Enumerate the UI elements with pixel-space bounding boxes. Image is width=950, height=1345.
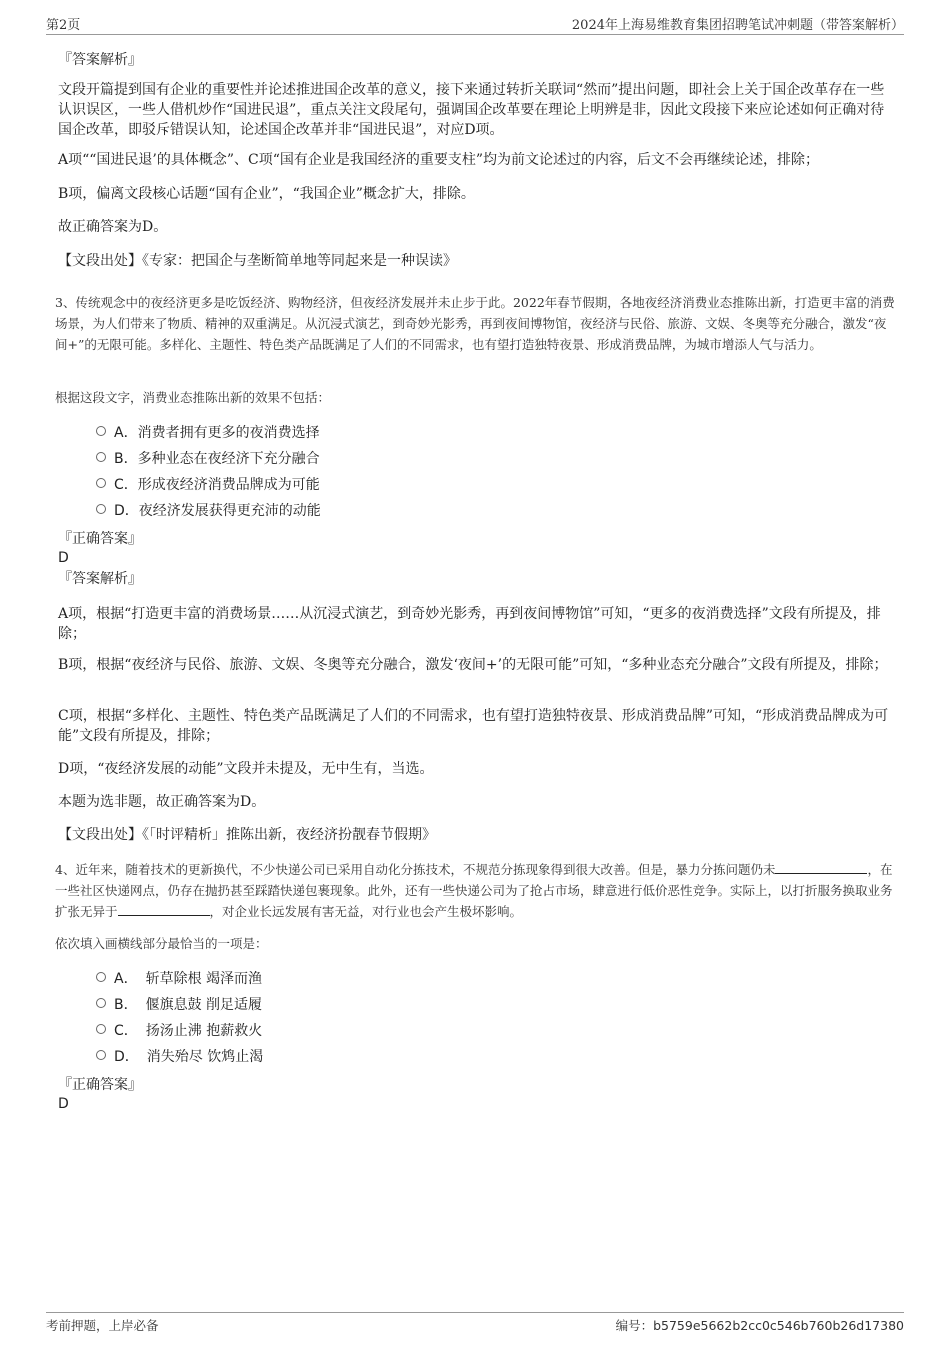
analysis-conclusion: 本题为选非题，故正确答案为D。	[58, 794, 266, 810]
page-footer	[46, 1312, 904, 1340]
fill-blank-1[interactable]	[775, 859, 867, 874]
analysis-paragraph: A项““国进民退’的具体概念”、C项“国有企业是我国经济的重要支柱”均为前文论述过的内容，后文不会再继续论述，排除；	[58, 152, 820, 168]
source-citation: 【文段出处】《专家：把国企与垄断简单地等同起来是一种误读》	[58, 253, 457, 269]
analysis-paragraph: B项，偏离文段核心话题“国有企业”，“我国企业”概念扩大，排除。	[58, 186, 475, 202]
answer-label: 『正确答案』	[58, 531, 142, 547]
analysis-paragraph: 文段开篇提到国有企业的重要性并论述推进国企改革的意义，接下来通过转折关联词“然而”提出问题，即社会上关于国企改革存在一些认识误区，一些人借机炒作“国进民退”，重点关注文段尾句，强调国企改革要在理论上明辨是非，因此文段接下来应论述如何正确对待国企改革，即驳斥错误认知，论述国企改革并非“国进民退”，对应D项。	[58, 82, 885, 138]
radio-icon[interactable]	[96, 1050, 106, 1060]
document-id: 编号：b5759e5662b2cc0c546b760b26d17380	[615, 1318, 904, 1333]
question-prompt: 根据这段文字，消费业态推陈出新的效果不包括：	[55, 390, 331, 405]
question-stem: 3、传统观念中的夜经济更多是吃饭经济、购物经济，但夜经济发展并未止步于此。2022年春节假期，各地夜经济消费业态推陈出新，打造更丰富的消费场景，为人们带来了物质、精神的双重满足。从沉浸式演艺，到奇妙光影秀，再到夜间博物馆，夜经济与民俗、旅游、文娱、冬奥等充分融合，激发“夜间+”的无限可能。多样化、主题性、特色类产品既满足了人们的不同需求，也有望打造独特夜景、形成消费品牌，为城市增添人气与活力。	[55, 295, 895, 352]
analysis-paragraph: D项，“夜经济发展的动能”文段并未提及，无中生有，当选。	[58, 761, 434, 777]
question-prompt: 依次填入画横线部分最恰当的一项是：	[55, 936, 268, 951]
question-stem: 4、近年来，随着技术的更新换代，不少快递公司已采用自动化分拣技术，不规范分拣现象得到很大改善。但是，暴力分拣问题仍未 ，在一些社区快递网点，仍存在抛扔甚至踩踏快递包裹现象。此外，还有一些快递公司为了抢占市场，肆意进行低价恶性竞争。实际上，以打折服务换取业务扩张无异于 ，对企业长远发展有害无益，对行业也会产生极坏影响。	[55, 859, 895, 922]
radio-icon[interactable]	[96, 998, 106, 1008]
answer-label: 『正确答案』	[58, 1077, 142, 1093]
option-b[interactable]: B．多种业态在夜经济下充分融合	[96, 449, 320, 469]
option-a[interactable]: A．消费者拥有更多的夜消费选择	[96, 423, 320, 443]
option-b[interactable]: B． 偃旗息鼓 削足适履	[96, 995, 262, 1015]
source-citation: 【文段出处】《「时评精析」推陈出新，夜经济扮靓春节假期》	[58, 827, 436, 843]
page-header	[46, 14, 904, 35]
analysis-label: 『答案解析』	[58, 52, 142, 68]
correct-answer: D	[58, 550, 69, 566]
analysis-paragraph: A项，根据“打造更丰富的消费场景……从沉浸式演艺，到奇妙光影秀，再到夜间博物馆”可知，“更多的夜消费选择”文段有所提及，排除；	[58, 606, 881, 642]
analysis-paragraph: B项，根据“夜经济与民俗、旅游、文娱、冬奥等充分融合，激发‘夜间+’的无限可能”可知，“多种业态充分融合”文段有所提及，排除；	[58, 657, 888, 673]
page-number: 第2页	[46, 18, 81, 33]
option-d[interactable]: D．夜经济发展获得更充沛的动能	[96, 501, 321, 521]
radio-icon[interactable]	[96, 972, 106, 982]
radio-icon[interactable]	[96, 426, 106, 436]
radio-icon[interactable]	[96, 478, 106, 488]
radio-icon[interactable]	[96, 504, 106, 514]
option-a[interactable]: A． 斩草除根 竭泽而渔	[96, 969, 262, 989]
analysis-label: 『答案解析』	[58, 571, 142, 587]
radio-icon[interactable]	[96, 1024, 106, 1034]
analysis-paragraph: C项，根据“多样化、主题性、特色类产品既满足了人们的不同需求，也有望打造独特夜景、形成消费品牌”可知，“形成消费品牌成为可能”文段有所提及，排除；	[58, 708, 889, 744]
option-c[interactable]: C． 扬汤止沸 抱薪救火	[96, 1021, 262, 1041]
option-c[interactable]: C．形成夜经济消费品牌成为可能	[96, 475, 320, 495]
footer-slogan: 考前押题，上岸必备	[46, 1318, 159, 1333]
correct-answer: D	[58, 1096, 69, 1112]
radio-icon[interactable]	[96, 452, 106, 462]
document-title: 2024年上海易维教育集团招聘笔试冲刺题（带答案解析）	[571, 18, 904, 33]
option-d[interactable]: D． 消失殆尽 饮鸩止渴	[96, 1047, 263, 1067]
analysis-conclusion: 故正确答案为D。	[58, 219, 168, 235]
fill-blank-2[interactable]	[118, 901, 210, 916]
